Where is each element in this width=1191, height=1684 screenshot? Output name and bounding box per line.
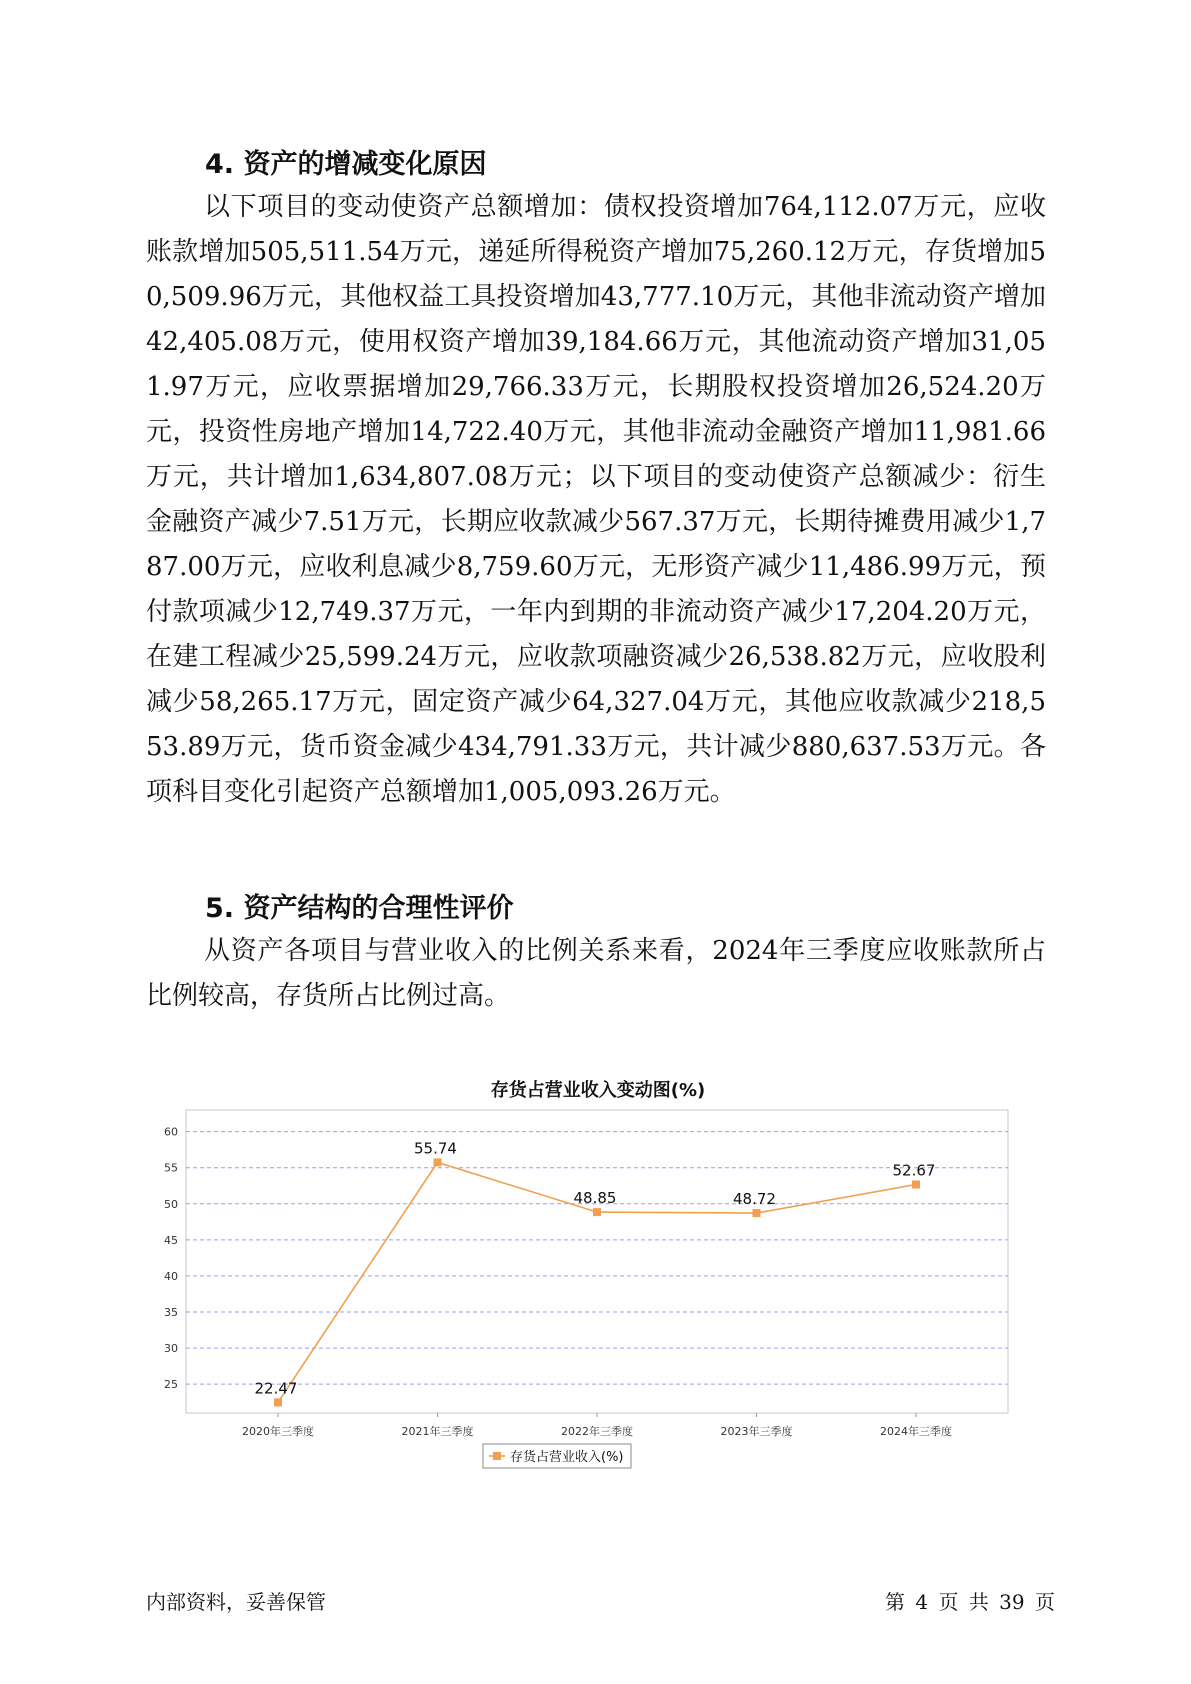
plot-area-border bbox=[186, 1110, 1008, 1413]
y-tick-label: 60 bbox=[164, 1125, 178, 1139]
section5-body: 从资产各项目与营业收入的比例关系来看，2024年三季度应收账款所占比例较高，存货所占比例过高。 bbox=[146, 936, 1046, 1011]
data-label: 48.85 bbox=[573, 1189, 617, 1208]
y-tick-label: 45 bbox=[164, 1233, 178, 1247]
y-tick-label: 55 bbox=[164, 1161, 178, 1175]
data-point bbox=[912, 1181, 920, 1189]
data-label: 48.72 bbox=[733, 1190, 776, 1209]
data-point bbox=[753, 1209, 761, 1217]
y-tick-label: 25 bbox=[164, 1378, 178, 1392]
legend-marker bbox=[493, 1452, 501, 1460]
data-point bbox=[434, 1158, 442, 1166]
data-point bbox=[593, 1208, 601, 1216]
footer-page-number: 第 4 页 共 39 页 bbox=[885, 1590, 1055, 1614]
legend-label: 存货占营业收入(%) bbox=[510, 1450, 624, 1465]
data-label: 52.67 bbox=[892, 1161, 936, 1180]
inventory-ratio-chart bbox=[146, 1066, 1046, 1526]
section4-heading: 4. 资产的增减变化原因 bbox=[205, 149, 487, 180]
x-tick-label: 2020年三季度 bbox=[242, 1425, 314, 1438]
y-tick-label: 40 bbox=[164, 1269, 178, 1283]
section4-body: 以下项目的变动使资产总额增加：债权投资增加764,112.07万元，应收账款增加505,511.54万元，递延所得税资产增加75,260.12万元，存货增加50,509.96万元，其他权益工具投资增加43,777.10万元，其他非流动资产增加42,405.08万元，使用权资产增加39,184.66万元，其他流动资产增加31,051.97万元，应收票据增加29,766.33万元，长期股权投资增加26,524.20万元，投资性房地产增加14,722.40万元，其他非流动金融资产增加11,981.66万元，共计增加1,634,807.08万元；以下项目的变动使资产总额减少：衍生金融资产减少7.51万元，长期应收款减少567.37万元，长期待摊费用减少1,787.00万元，应收利息减少8,759.60万元，无形资产减少11,486.99万元，预付款项减少12,749.37万元，一年内到期的非流动资产减少17,204.20万元，在建工程减少25,599.24万元，应收款项融资减少26,538.82万元，应收股利减少58,265.17万元，固定资产减少64,327.04万元，其他应收款减少218,553.89万元，货币资金减少434,791.33万元，共计减少880,637.53万元。各项科目变化引起资产总额增加1,005,093.26万元。 bbox=[146, 192, 1046, 807]
data-label: 22.47 bbox=[254, 1379, 298, 1398]
data-label: 55.74 bbox=[414, 1139, 457, 1158]
y-tick-label: 30 bbox=[164, 1342, 178, 1356]
x-tick-label: 2023年三季度 bbox=[720, 1425, 793, 1438]
x-tick-label: 2021年三季度 bbox=[401, 1425, 474, 1438]
x-tick-label: 2024年三季度 bbox=[880, 1425, 952, 1438]
x-tick-label: 2022年三季度 bbox=[561, 1425, 633, 1438]
y-tick-label: 50 bbox=[164, 1197, 178, 1211]
data-point bbox=[274, 1398, 282, 1406]
footer-confidential: 内部资料，妥善保管 bbox=[146, 1590, 326, 1614]
y-tick-label: 35 bbox=[164, 1306, 178, 1319]
section5-heading: 5. 资产结构的合理性评价 bbox=[205, 893, 514, 924]
chart-title: 存货占营业收入变动图(%) bbox=[490, 1080, 706, 1101]
